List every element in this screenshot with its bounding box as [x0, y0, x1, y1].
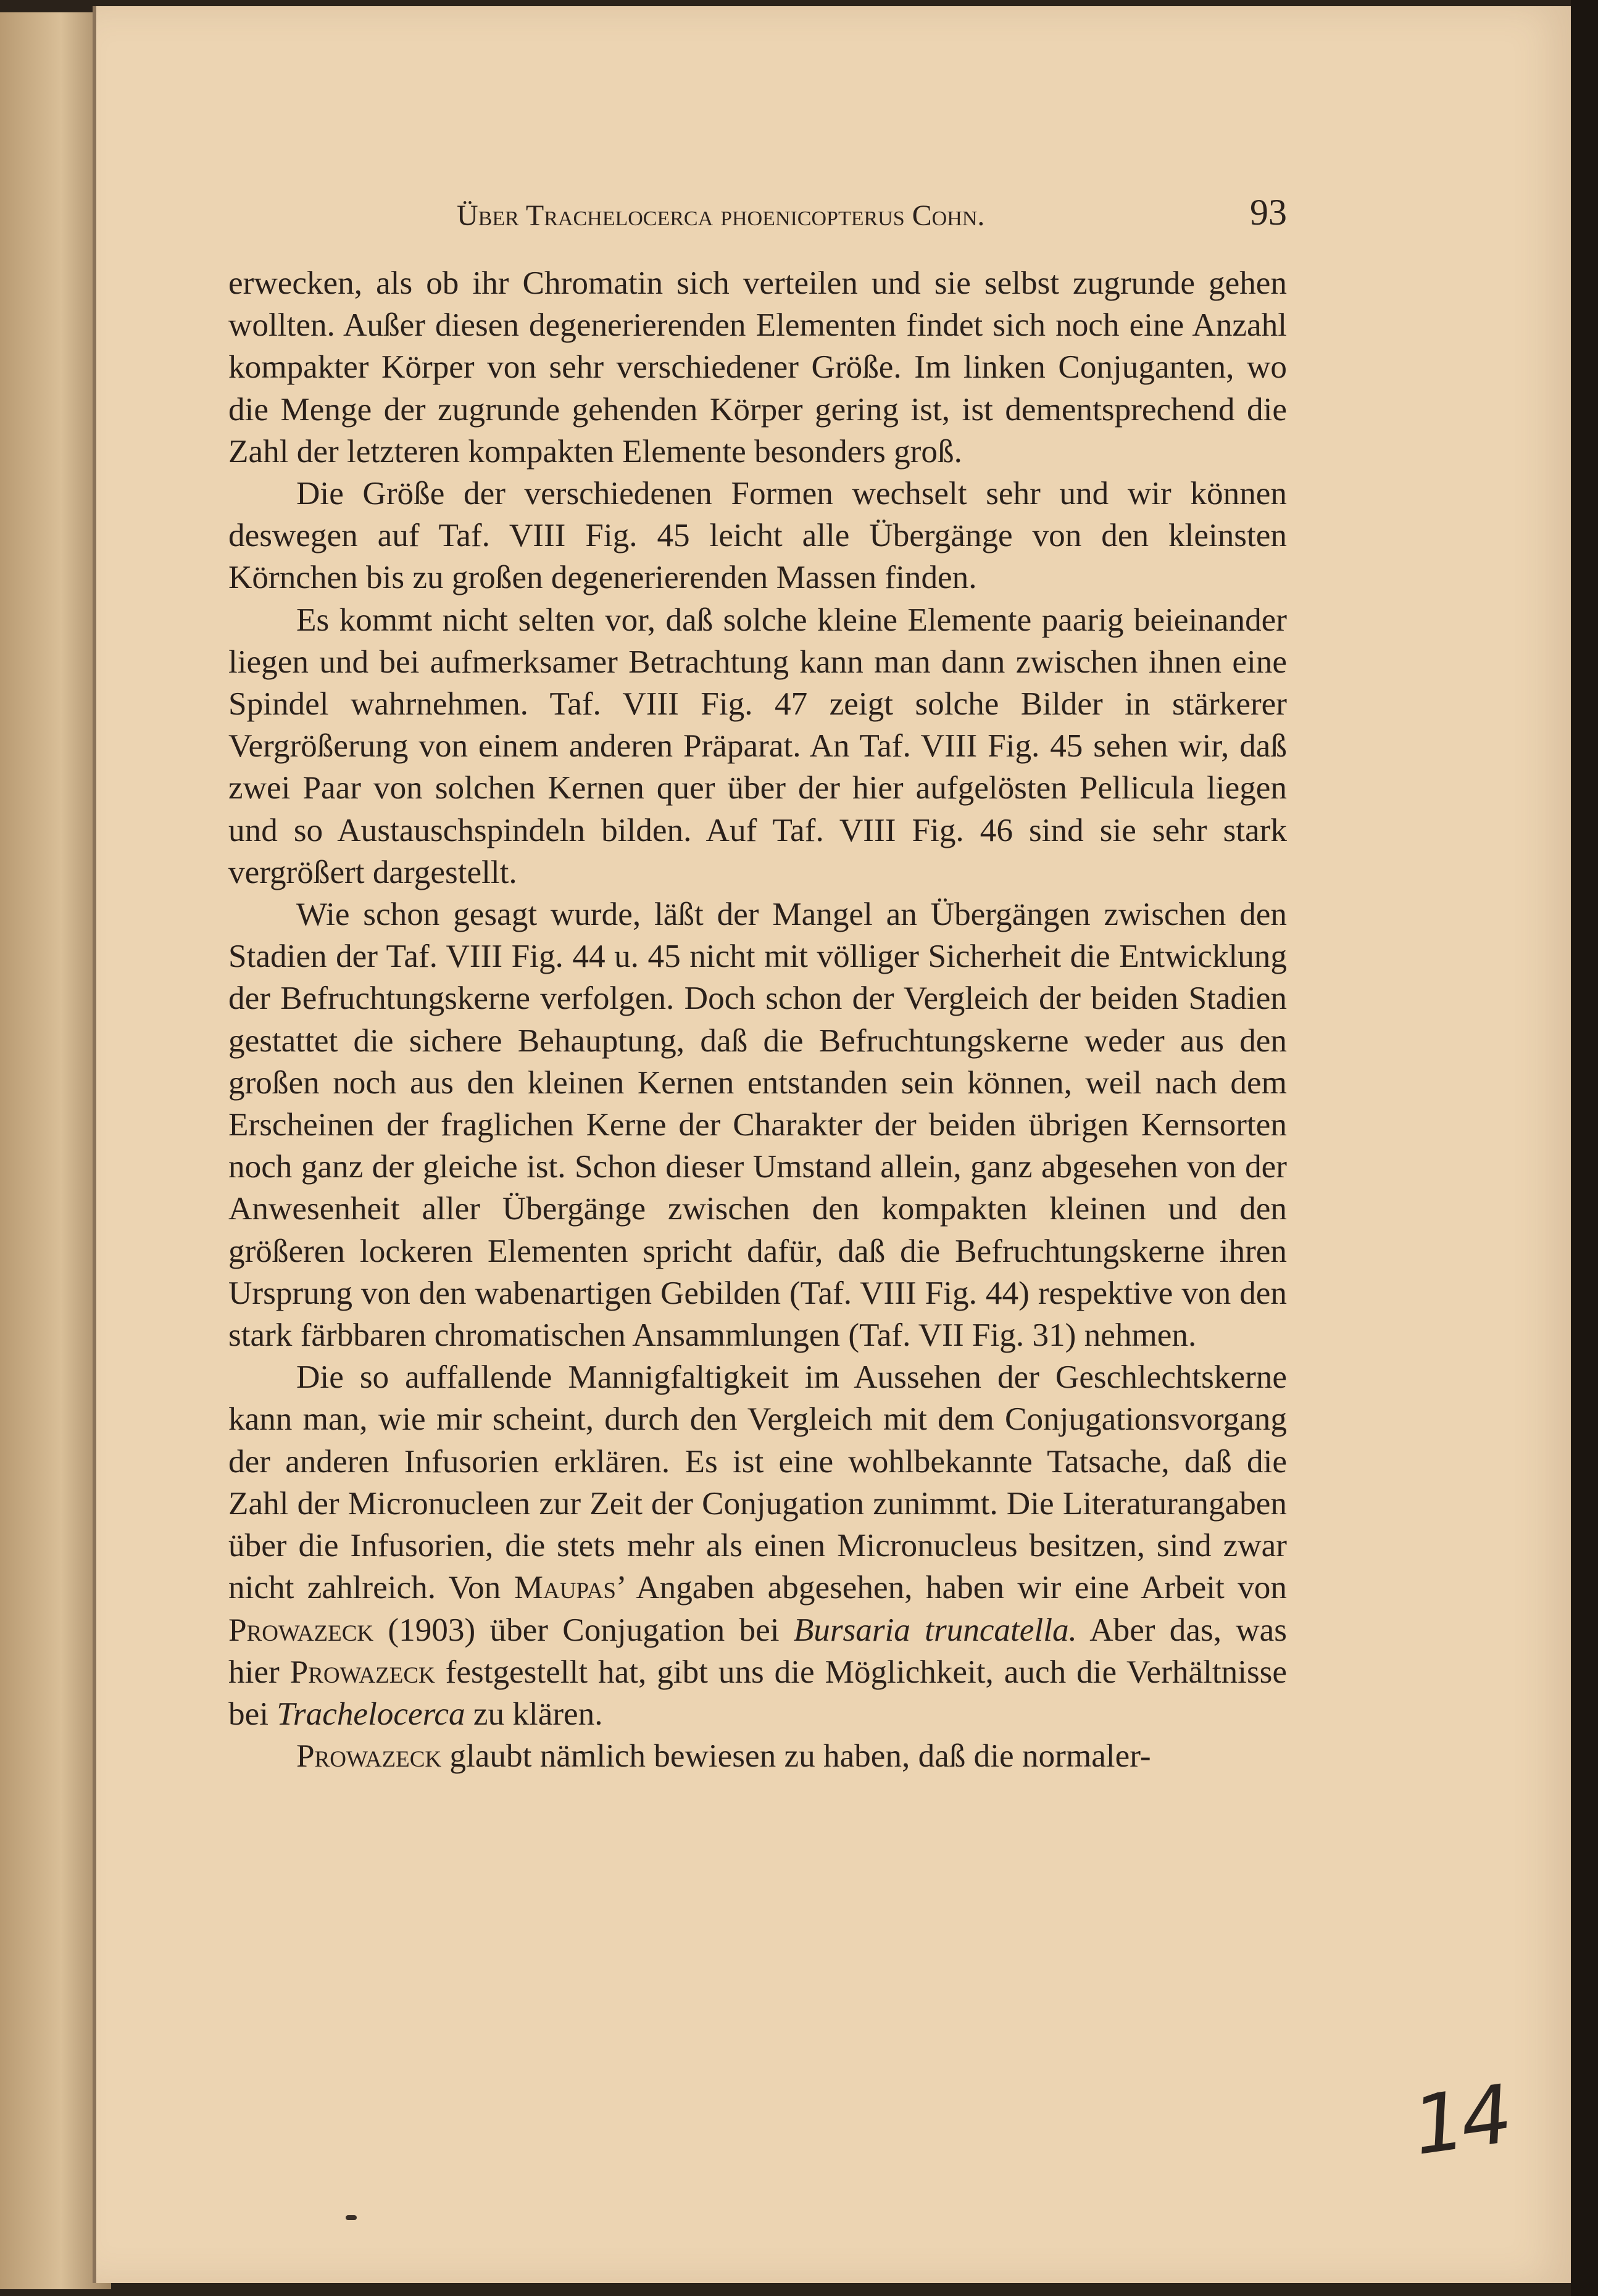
paragraph — [228, 262, 1287, 473]
running-title-text: Über Trachelocerca phoenicopterus — [457, 199, 905, 232]
paragraph — [228, 599, 1287, 893]
text-run: glaubt nämlich bewiesen zu haben, daß die normaler- — [441, 1738, 1151, 1775]
paragraph — [228, 1356, 1287, 1735]
paragraph — [228, 893, 1287, 1356]
body-text — [228, 262, 1287, 1777]
author-name: Prowazeck — [228, 1611, 374, 1648]
author-name: Prowazeck — [296, 1738, 442, 1775]
text-run: (1903) über Conjugation bei — [373, 1611, 794, 1648]
paragraph — [228, 1735, 1287, 1777]
running-title-author: Cohn. — [912, 199, 985, 232]
dark-background-edge — [1571, 0, 1598, 2296]
author-name: Maupas — [514, 1569, 616, 1606]
text-run: Die so auffallende Mannigfaltigkeit im Aussehen der Geschlechtskerne kann man, wie mir scheint, durch den Vergleich mit dem Conjugationsvorgang der anderen Infusorien erklären. Es ist eine wohlbekannte Tatsache, daß die Zahl der Micronucleen zur Zeit der Conjugation zunimmt. Die Literaturangaben über die Infusorien, die stets mehr als einen Micronucleus besitzen, sind zwar nicht zahlreich. Von — [228, 1359, 1287, 1606]
text-run: erwecken, als ob ihr Chromatin sich verteilen und sie selbst zugrunde gehen wollten. Außer diesen degenerierenden Elementen findet sich noch eine Anzahl kompakter Körper von sehr verschiedener Größe. Im linken Conjuganten, wo die Menge der zugrunde gehenden Körper gering ist, ist dementsprechend die Zahl der letzteren kompakten Elemente besonders groß. — [228, 265, 1287, 470]
page-header — [228, 185, 1287, 247]
paragraph — [228, 473, 1287, 599]
taxon-name: Bursaria truncatella. — [793, 1611, 1077, 1648]
page-number: 93 — [1250, 192, 1287, 233]
text-run: Aber das, was hier — [228, 1611, 1287, 1690]
text-run: zu klären. — [465, 1695, 603, 1732]
text-run: ’ Angaben abgesehen, haben wir eine Arbeit von — [615, 1569, 1287, 1606]
text-run: festgestellt hat, gibt uns die Möglichkeit, auch die Verhältnisse bei — [228, 1653, 1287, 1732]
ink-speck — [346, 2215, 357, 2220]
taxon-name: Trachelocerca — [277, 1695, 465, 1732]
author-name: Prowazeck — [289, 1653, 435, 1690]
text-run: Wie schon gesagt wurde, läßt der Mangel an Übergängen zwischen den Stadien der Taf. VIII Fig. 44 u. 45 nicht mit völliger Sicherheit die Entwicklung der Befruchtungskerne verfolgen. Doch schon der Vergleich der beiden Stadien gestattet die sichere Behauptung, daß die Befruchtungskerne weder aus den großen noch aus den kleinen Kernen entstanden sein können, weil nach dem Erscheinen der fraglichen Kerne der Charakter der beiden übrigen Kernsorten noch ganz der gleiche ist. Schon dieser Umstand allein, ganz abgesehen von der Anwesenheit aller Übergänge zwischen den kompakten kleinen und den größeren lockeren Elementen spricht dafür, daß die Befruchtungskerne ihren Ursprung von den wabenartigen Gebilden (Taf. VIII Fig. 44) respektive von den stark färbbaren chromatischen Ansammlungen (Taf. VII Fig. 31) nehmen. — [228, 896, 1287, 1354]
handwritten-folio-number: 14 — [1407, 2067, 1515, 2173]
text-run: Die Größe der verschiedenen Formen wechselt sehr und wir können deswegen auf Taf. VIII Fig. 45 leicht alle Übergänge von den kleinsten Körnchen bis zu großen degenerierenden Massen finden. — [228, 475, 1287, 596]
text-run: Es kommt nicht selten vor, daß solche kleine Elemente paarig beieinander liegen und bei aufmerksamer Betrachtung kann man dann zwischen ihnen eine Spindel wahrnehmen. Taf. VIII Fig. 47 zeigt solche Bilder in stärkerer Vergrößerung von einem anderen Präparat. An Taf. VIII Fig. 45 sehen wir, daß zwei Paar von solchen Kernen quer über der hier aufgelösten Pellicula liegen und so Austauschspindeln bilden. Auf Taf. VIII Fig. 46 sind sie sehr stark vergrößert dargestellt. — [228, 601, 1287, 890]
running-title — [457, 199, 984, 233]
